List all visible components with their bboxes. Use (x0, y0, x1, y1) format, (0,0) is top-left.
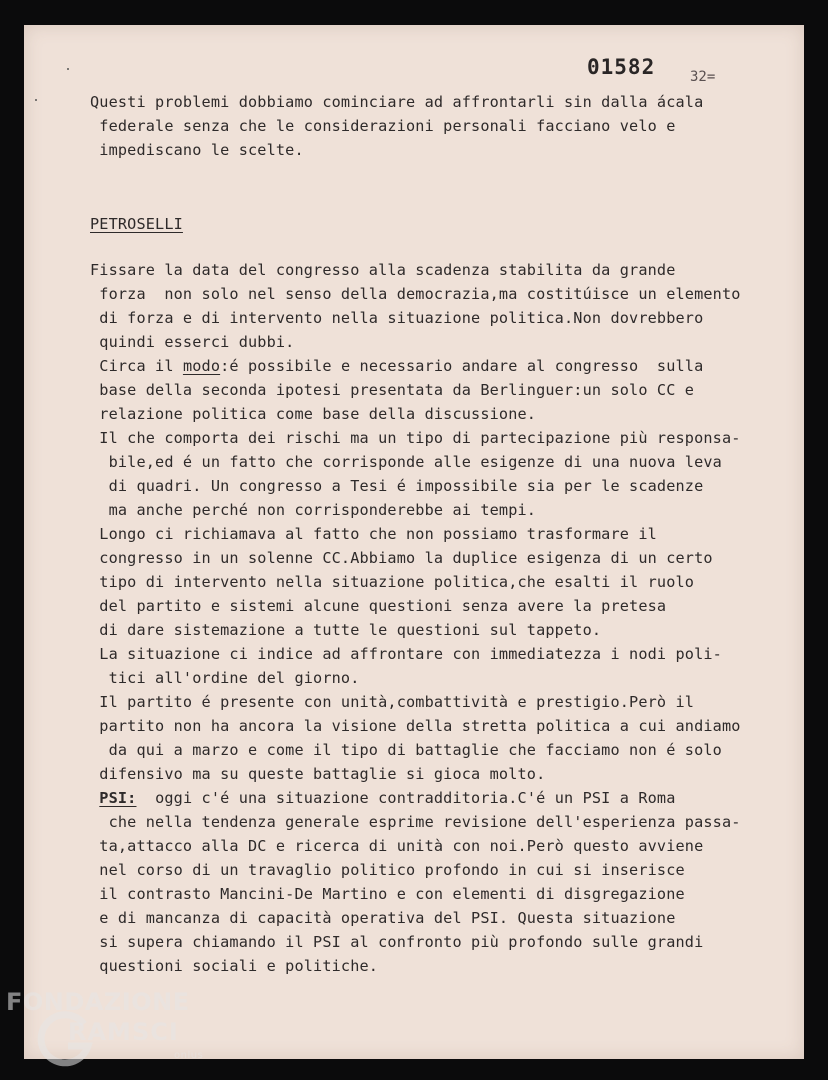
watermark-onlus: onlus (174, 1050, 204, 1061)
fondazione-gramsci-watermark (6, 988, 216, 1078)
body-line: nel corso di un travaglio politico profondo in cui si inserisce (90, 861, 685, 879)
speaker-heading: PETROSELLI (90, 215, 183, 233)
body-line: e di mancanza di capacità operativa del PSI. Questa situazione (90, 909, 676, 927)
body-line: Longo ci richiamava al fatto che non possiamo trasformare il (90, 525, 657, 543)
body-line: partito non ha ancora la visione della stretta politica a cui andiamo (90, 717, 741, 735)
body-line: di forza e di intervento nella situazione politica.Non dovrebbero (90, 309, 704, 327)
body-line: si supera chiamando il PSI al confronto più profondo sulle grandi (90, 933, 704, 951)
intro-line: Questi problemi dobbiamo cominciare ad affrontarli sin dalla ácala (90, 93, 704, 111)
intro-line: impediscano le scelte. (90, 141, 304, 159)
watermark-line2: RAMSCI (68, 1018, 179, 1046)
watermark-line1: FONDAZIONE (6, 988, 190, 1016)
body-line: La situazione ci indice ad affrontare con immediatezza i nodi poli- (90, 645, 722, 663)
intro-line: federale senza che le considerazioni personali facciano velo e (90, 117, 676, 135)
body-line: Il partito é presente con unità,combattività e prestigio.Però il (90, 693, 695, 711)
modo-underlined: modo (182, 357, 221, 375)
modo-after: :é possibile e necessario andare al congresso sulla (220, 357, 704, 375)
modo-line (90, 357, 703, 375)
body-line: difensivo ma su queste battaglie si gioca molto. (90, 765, 546, 783)
page-mark: 32= (690, 69, 716, 85)
body-line: del partito e sistemi alcune questioni senza avere la pretesa (90, 597, 667, 615)
psi-text: oggi c'é una situazione contradditoria.C'é un PSI a Roma (136, 789, 676, 807)
document-page (24, 25, 804, 1059)
body-line: quindi esserci dubbi. (90, 333, 295, 351)
body-line: tipo di intervento nella situazione politica,che esalti il ruolo (90, 573, 695, 591)
body-line: Il che comporta dei rischi ma un tipo di partecipazione più responsa- (90, 429, 741, 447)
paper-speck (35, 99, 37, 101)
body-line: Fissare la data del congresso alla scadenza stabilita da grande (90, 261, 676, 279)
body-line: forza non solo nel senso della democrazia,ma costitúisce un elemento (90, 285, 741, 303)
document-number: 01582 (587, 55, 656, 79)
body-line: di dare sistemazione a tutte le questioni sul tappeto. (90, 621, 602, 639)
body-line: relazione politica come base della discussione. (90, 405, 537, 423)
body-line: tici all'ordine del giorno. (90, 669, 360, 687)
body-line: che nella tendenza generale esprime revisione dell'esperienza passa- (90, 813, 741, 831)
body-line: bile,ed é un fatto che corrisponde alle esigenze di una nuova leva (90, 453, 722, 471)
body-line: ta,attacco alla DC e ricerca di unità con noi.Però questo avviene (90, 837, 704, 855)
psi-label: PSI: (99, 789, 137, 807)
body-line: questioni sociali e politiche. (90, 957, 379, 975)
body-line: il contrasto Mancini-De Martino e con elementi di disgregazione (90, 885, 685, 903)
body-line: ma anche perché non corrisponderebbe ai tempi. (90, 501, 537, 519)
body-line: di quadri. Un congresso a Tesi é impossibile sia per le scadenze (90, 477, 704, 495)
modo-before: Circa il (90, 357, 183, 375)
psi-line (90, 789, 676, 807)
paper-speck (67, 68, 69, 70)
body-line: congresso in un solenne CC.Abbiamo la duplice esigenza di un certo (90, 549, 713, 567)
body-line: da qui a marzo e come il tipo di battaglie che facciamo non é solo (90, 741, 722, 759)
body-line: base della seconda ipotesi presentata da Berlinguer:un solo CC e (90, 381, 695, 399)
